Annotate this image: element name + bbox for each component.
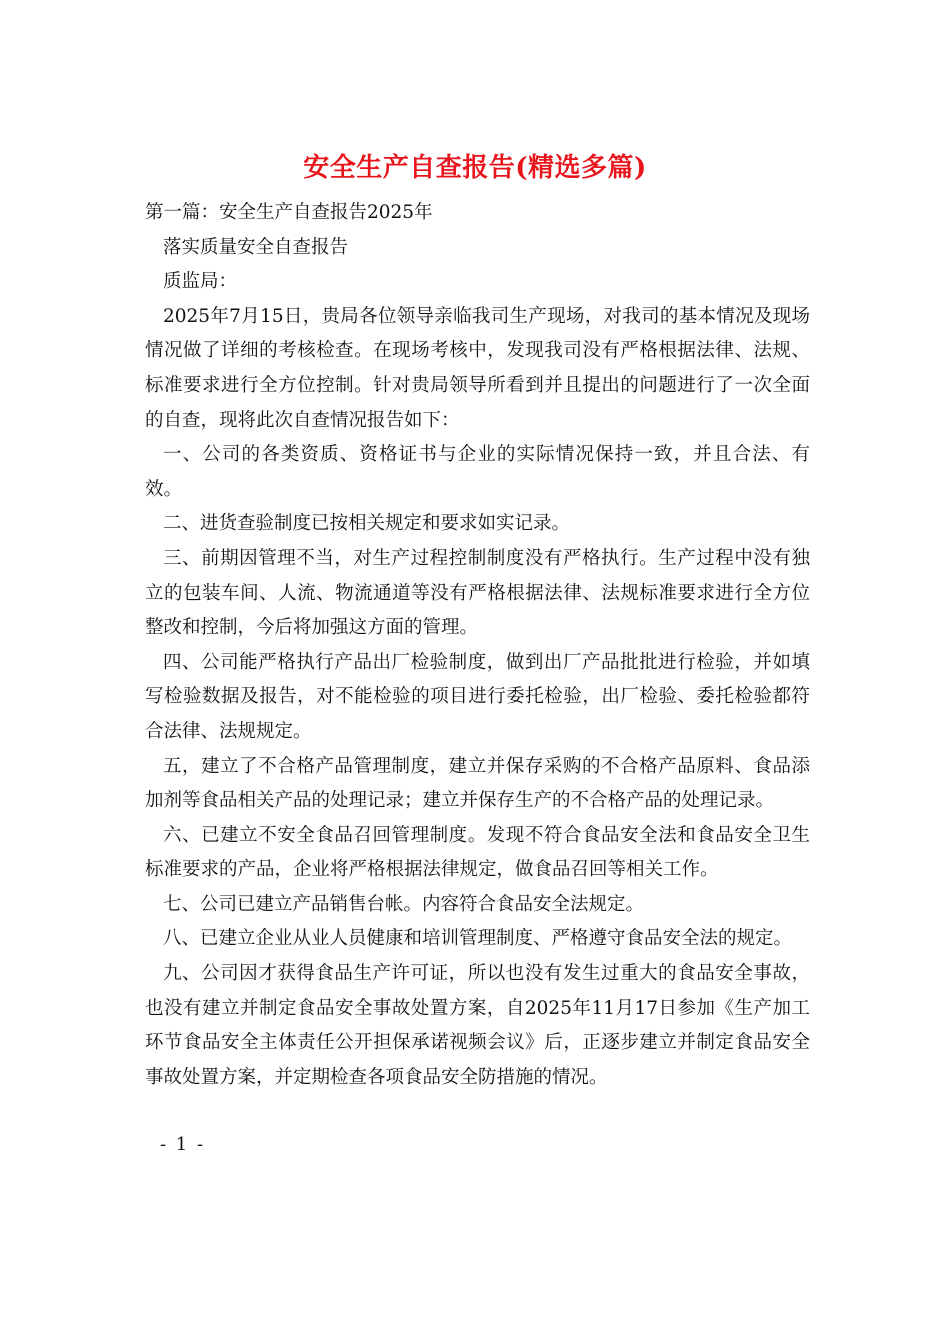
paragraph-item-2: 二、进货查验制度已按相关规定和要求如实记录。	[163, 513, 571, 535]
paragraph-item-1: 一、公司的各类资质、资格证书与企业的实际情况保持一致，并且合法、有效。	[145, 444, 810, 500]
paragraph-item-4: 四、公司能严格执行产品出厂检验制度，做到出厂产品批批进行检验，并如填写检验数据及报告，对不能检验的项目进行委托检验，出厂检验、委托检验都符合法律、法规规定。	[145, 651, 810, 742]
paragraph-item-8: 八、已建立企业从业人员健康和培训管理制度、严格遵守食品安全法的规定。	[163, 928, 793, 950]
paragraph-item-7: 七、公司已建立产品销售台帐。内容符合食品安全法规定。	[163, 893, 645, 915]
paragraph-addressee: 质监局：	[163, 271, 238, 293]
document-body	[145, 196, 810, 1095]
paragraph-item-9: 九、公司因才获得食品生产许可证，所以也没有发生过重大的食品安全事故，也没有建立并制定食品安全事故处置方案，自2025年11月17日参加《生产加工环节食品安全主体责任公开担保承诺视频会议》后，正逐步建立并制定食品安全事故处置方案，并定期检查各项食品安全防措施的情况。	[145, 963, 810, 1088]
document-title: 安全生产自查报告(精选多篇)	[303, 153, 647, 183]
paragraph-subtitle: 落实质量安全自查报告	[163, 236, 349, 258]
paragraph-item-3: 三、前期因管理不当，对生产过程控制制度没有严格执行。生产过程中没有独立的包装车间、人流、物流通道等没有严格根据法律、法规标准要求进行全方位整改和控制，今后将加强这方面的管理。	[145, 547, 810, 639]
paragraph-item-6: 六、已建立不安全食品召回管理制度。发现不符合食品安全法和食品安全卫生标准要求的产品，企业将严格根据法律规定，做食品召回等相关工作。	[145, 824, 810, 881]
paragraph-intro: 2025年7月15日，贵局各位领导亲临我司生产现场，对我司的基本情况及现场情况做了详细的考核检查。在现场考核中，发现我司没有严格根据法律、法规、标准要求进行全方位控制。针对贵局领导所看到并且提出的问题进行了一次全面的自查，现将此次自查情况报告如下：	[145, 305, 810, 431]
page-number: - 1 -	[160, 1134, 206, 1155]
paragraph-item-5: 五，建立了不合格产品管理制度，建立并保存采购的不合格产品原料、食品添加剂等食品相关产品的处理记录；建立并保存生产的不合格产品的处理记录。	[145, 755, 810, 812]
paragraph-heading: 第一篇：安全生产自查报告2025年	[145, 202, 433, 223]
